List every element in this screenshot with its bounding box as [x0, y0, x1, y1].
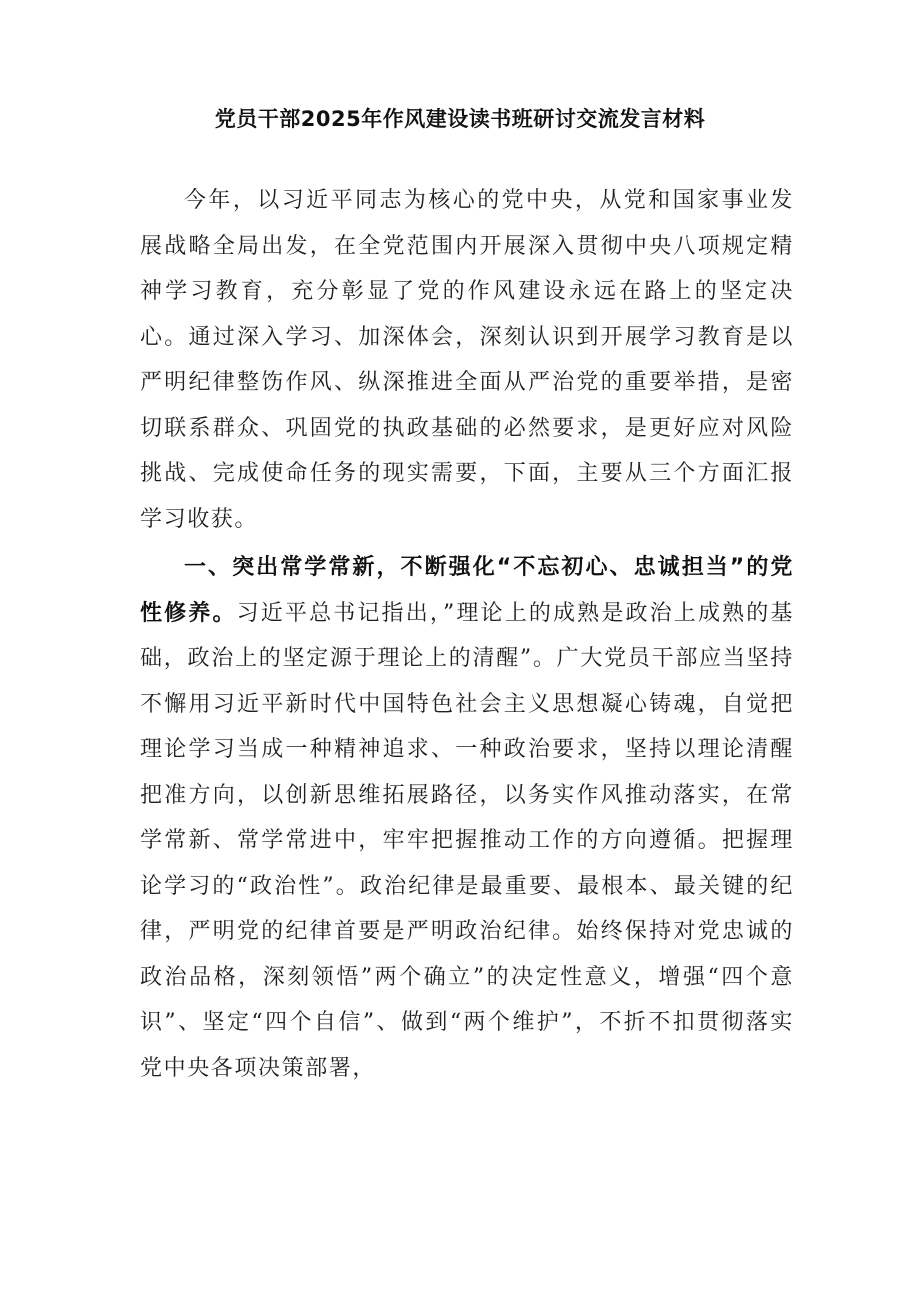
section-one-paragraph [140, 545, 794, 1091]
document-title: 党员干部2025年作风建设读书班研讨交流发言材料 [214, 107, 706, 131]
intro-paragraph: 今年，以习近平同志为核心的党中央，从党和国家事业发展战略全局出发，在全党范围内开展深入贯彻中央八项规定精神学习教育，充分彰显了党的作风建设永远在路上的坚定决心。通过深入学习、加深体会，深刻认识到开展学习教育是以严明纪律整饬作风、纵深推进全面从严治党的重要举措，是密切联系群众、巩固党的执政基础的必然要求，是更好应对风险挑战、完成使命任务的现实需要，下面，主要从三个方面汇报学习收获。 [140, 188, 794, 532]
section-one-body: 习近平总书记指出，”理论上的成熟是政治上成熟的基础，政治上的坚定源于理论上的清醒”。广大党员干部应当坚持不懈用习近平新时代中国特色社会主义思想凝心铸魂，自觉把理论学习当成一种精神追求、一种政治要求，坚持以理论清醒把准方向，以创新思维拓展路径，以务实作风推动落实，在常学常新、常学常进中，牢牢把握推动工作的方向遵循。把握理论学习的“政治性”。政治纪律是最重要、最根本、最关键的纪律，严明党的纪律首要是严明政治纪律。始终保持对党忠诚的政治品格，深刻领悟”两个确立”的决定性意义，增强“四个意识”、坚定“四个自信”、做到“两个维护”，不折不扣贯彻落实党中央各项决策部署， [140, 600, 794, 1081]
section-one-heading: 一、突出常学常新，不断强化“不忘初心、忠诚担当”的党性修养。 [140, 555, 794, 626]
